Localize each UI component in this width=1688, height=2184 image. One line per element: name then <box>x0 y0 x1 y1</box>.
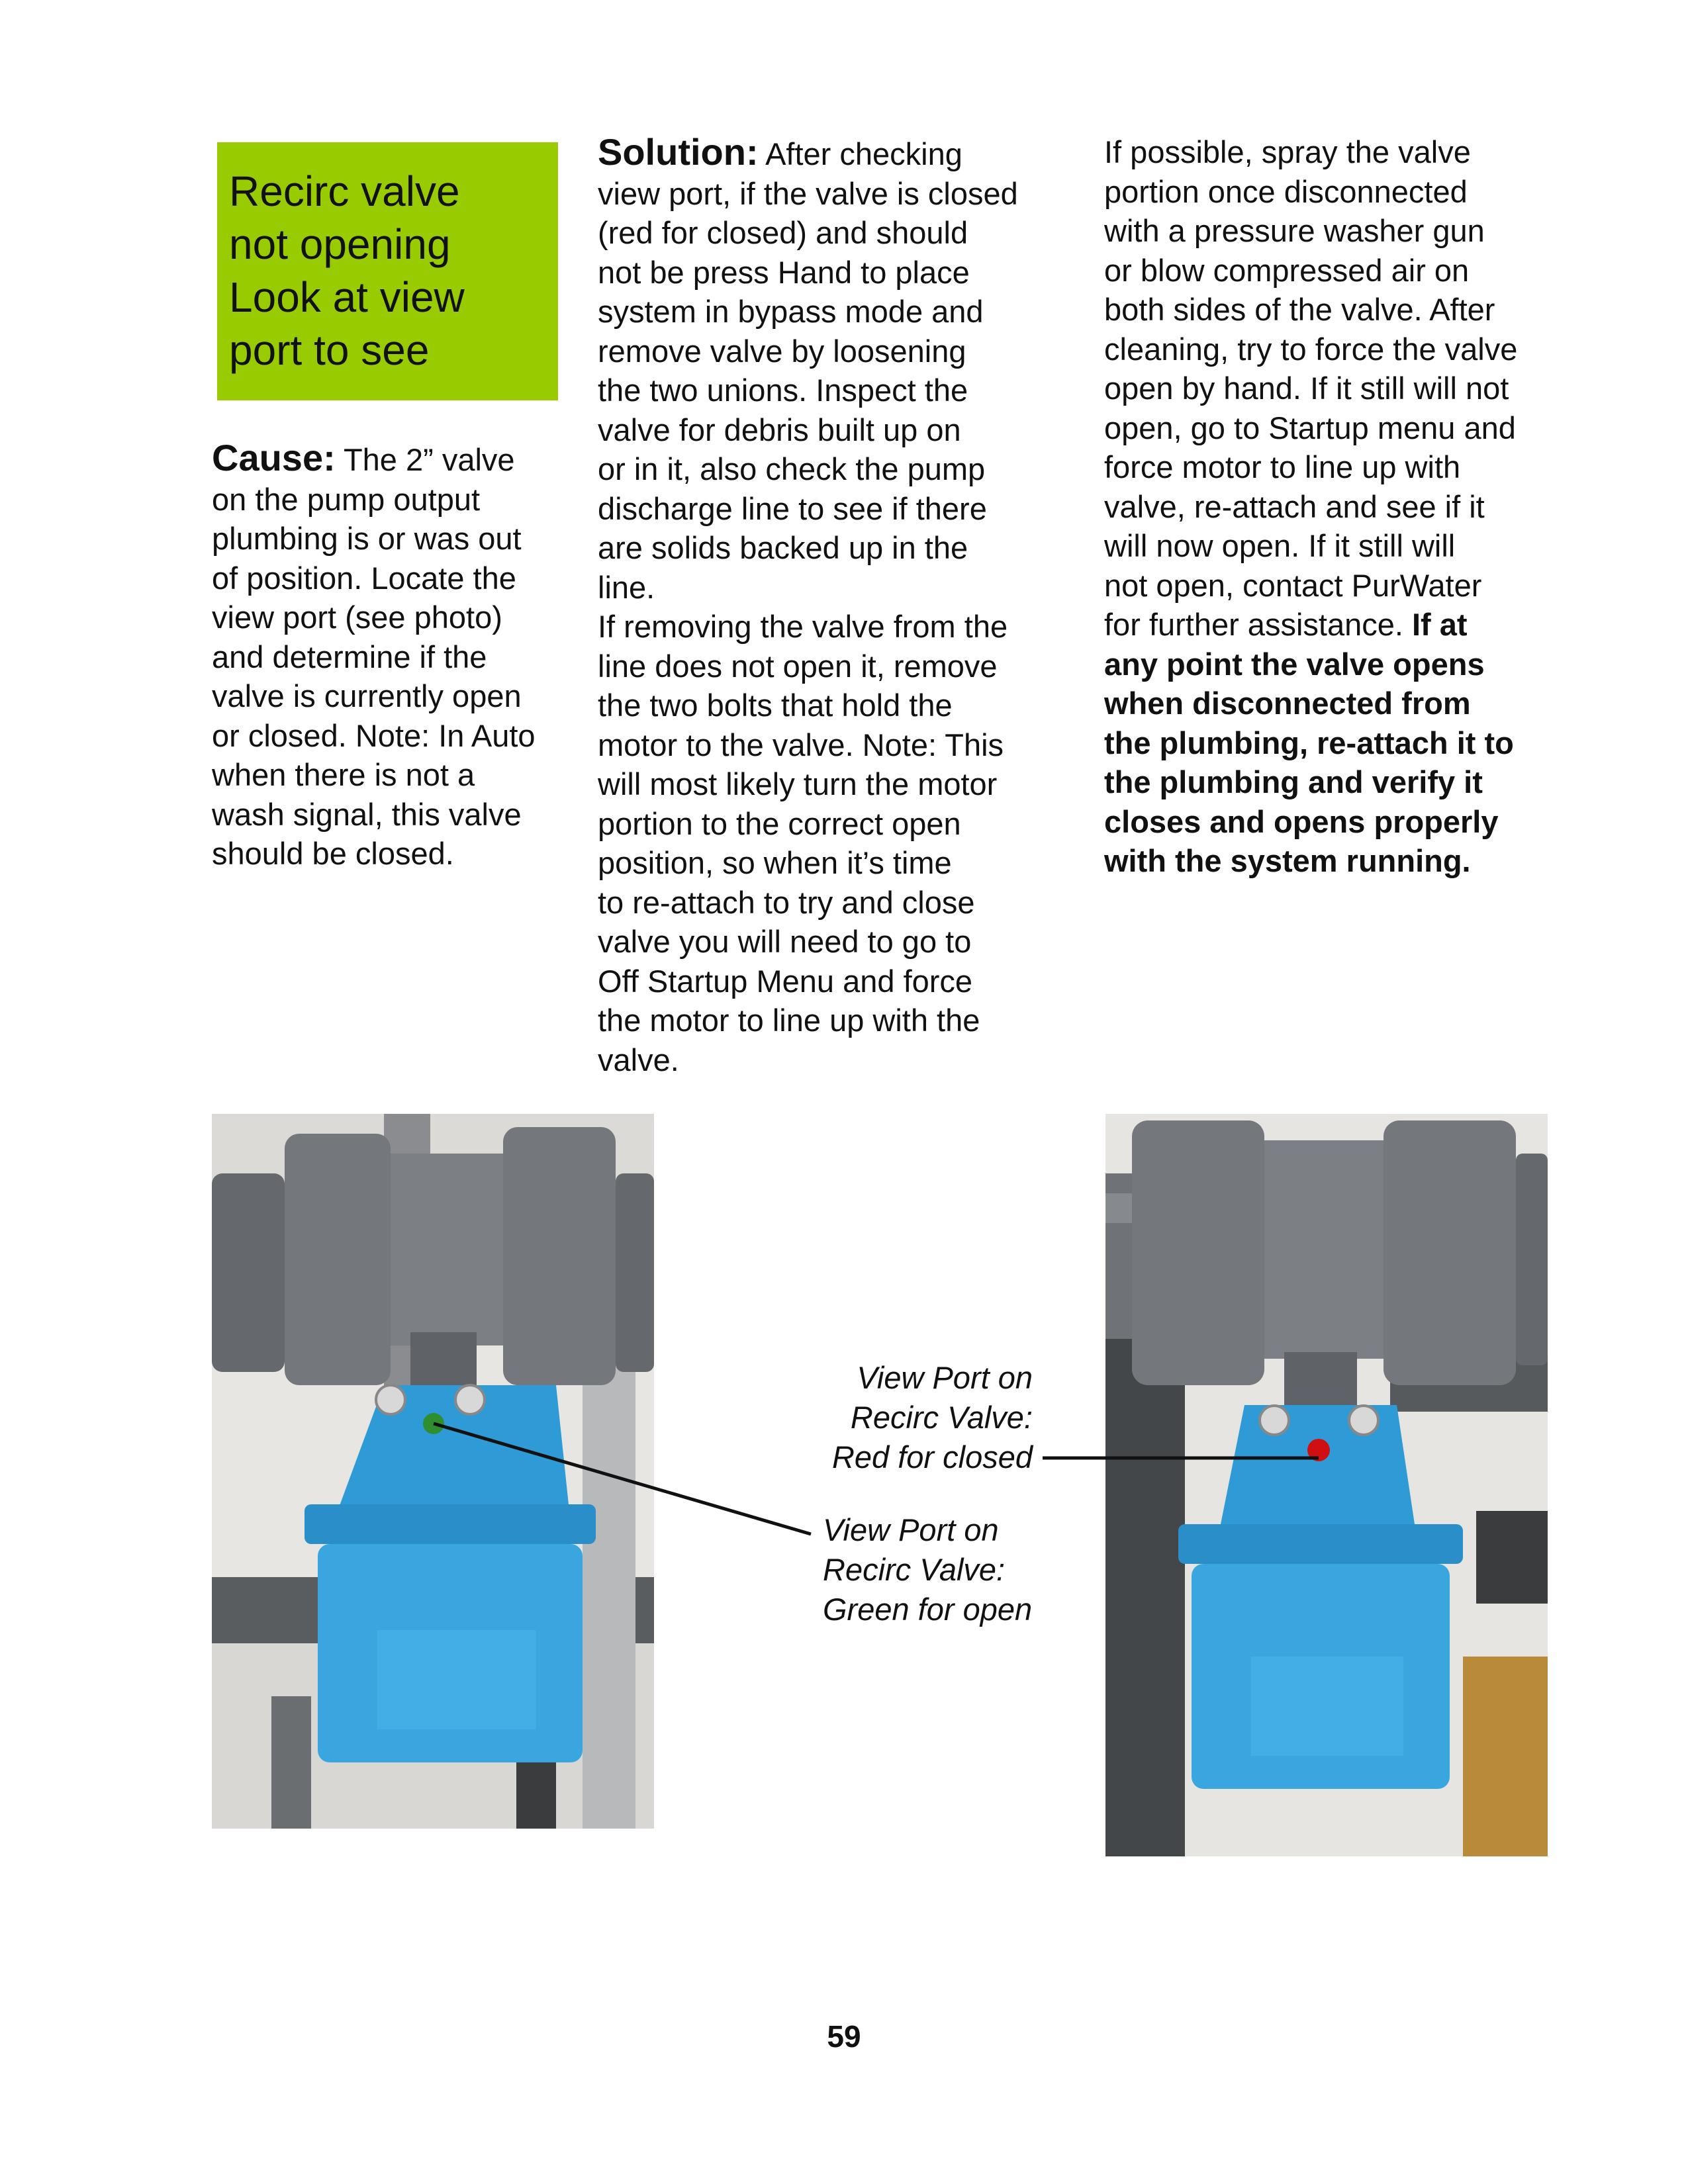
callout-green-open: View Port on Recirc Valve: Green for open <box>823 1512 1033 1627</box>
heading-text: Recirc valve not opening Look at view port to see <box>229 167 465 374</box>
solution-text: After checking view port, if the valve is closed (red for closed) and should not be press Hand to place system in bypass mode and remove valve by loosening the two unions. Inspect the valve for debris built up on or in it, also check the pump discharge line to see if there are solids backed up in the line. If removing the valve from the line does not open it, remove the two bolts that hold the motor to the valve. Note: This will most likely turn the motor portion to the correct open position, so when it’s time to re-attach to try and close valve you will need to go to Off Startup Menu and force the motor to line up with the valve. <box>598 136 1018 1077</box>
page-number: 59 <box>827 2019 861 2054</box>
solution-label: Solution: <box>598 131 759 173</box>
followup-text: If possible, spray the valve portion once disconnected with a pressure washer gun or blow compressed air on both sides of the valve. After cleaning, try to force the valve open by hand. If it still will not open, go to Startup menu and force motor to line up with valve, re-attach and see if it will now open. If it still will not open, contact PurWater for further assistance. <box>1104 134 1518 642</box>
cause-label: Cause: <box>212 437 336 478</box>
cause-text: The 2” valve on the pump output plumbing is or was out of position. Locate the view port (see photo) and determine if the valve is currently open or closed. Note: In Auto when there is not a wash signal, this valve should be closed. <box>212 442 536 871</box>
callout-red-closed: View Port on Recirc Valve: Red for closed <box>831 1360 1033 1475</box>
followup-bold-text: If at any point the valve opens when disconnected from the plumbing, re-attach it to the plumbing and verify it closes and opens properly with the system running. <box>1104 607 1514 878</box>
leader-line-open <box>434 1424 811 1534</box>
